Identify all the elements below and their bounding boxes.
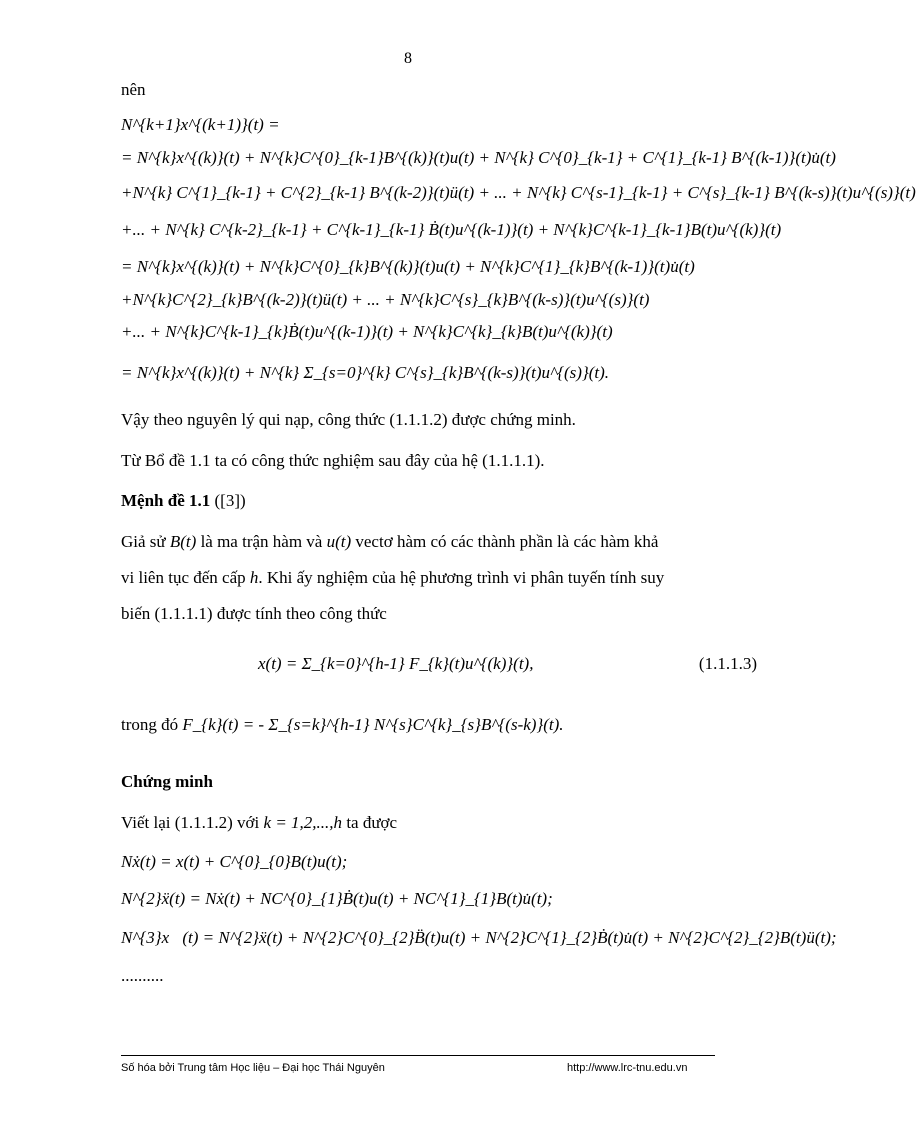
- derivation-line: +... + N^{k}C^{k-1}_{k}Ḃ(t)u^{(k-1)}(t) + N^{k}C^{k}_{k}B(t)u^{(k)}(t): [121, 322, 613, 341]
- derivation-line: +N^{k}C^{2}_{k}B^{(k-2)}(t)ü(t) + ... + N^{k}C^{s}_{k}B^{(k-s)}(t)u^{(s)}(t): [121, 290, 650, 309]
- footer-url[interactable]: http://www.lrc-tnu.edu.vn: [567, 1062, 688, 1074]
- footer-credit: Số hóa bởi Trung tâm Học liệu – Đại học Thái Nguyên: [121, 1062, 385, 1074]
- text-run: là ma trận hàm và: [200, 532, 323, 551]
- proof-equation: Nẋ(t) = x(t) + C^{0}_{0}B(t)u(t);: [121, 852, 348, 871]
- proof-equation: N^{3}x⃛(t) = N^{2}ẍ(t) + N^{2}C^{0}_{2}B̈(t)u(t) + N^{2}C^{1}_{2}Ḃ(t)u̇(t) + N^{2}C^{2}_{2}B(t)ü(t);: [121, 928, 837, 947]
- proof-intro: [121, 813, 397, 833]
- proof-title: Chứng minh: [121, 772, 213, 791]
- derivation-line: = N^{k}x^{(k)}(t) + N^{k}C^{0}_{k}B^{(k)}(t)u(t) + N^{k}C^{1}_{k}B^{(k-1)}(t)u̇(t): [121, 257, 695, 276]
- math-run: F_{k}(t) = - Σ_{s=k}^{h-1} N^{s}C^{k}_{s}B^{(s-k)}(t).: [182, 715, 564, 734]
- math-run: B(t): [169, 532, 197, 551]
- page-number: 8: [404, 50, 412, 67]
- where-line: [121, 715, 564, 735]
- derivation-line: +N^{k} C^{1}_{k-1} + C^{2}_{k-1} B^{(k-2)}(t)ü(t) + ... + N^{k} C^{s-1}_{k-1} + C^{s}_{k-1} B^{(k-s)}(t)u^{(s)}(t): [121, 183, 916, 202]
- proposition-line-1: [121, 532, 658, 552]
- proposition-line-2: [121, 568, 664, 588]
- text-run: vectơ hàm có các thành phần là các hàm khả: [355, 532, 659, 551]
- proposition-heading: [121, 491, 246, 511]
- math-run: k = 1,2,...,h: [263, 813, 343, 832]
- footer-rule: [121, 1055, 715, 1056]
- main-equation: x(t) = Σ_{k=0}^{h-1} F_{k}(t)u^{(k)}(t),: [258, 654, 534, 673]
- text-run: . Khi ấy nghiệm của hệ phương trình vi phân tuyến tính suy: [258, 568, 665, 587]
- math-run: h: [249, 568, 259, 587]
- proposition-title: Mệnh đề 1.1: [121, 491, 211, 510]
- text-run: vi liên tục đến cấp: [121, 568, 246, 587]
- ellipsis: ..........: [121, 966, 164, 985]
- text-run: Giả sử: [121, 532, 166, 551]
- derivation-line: = N^{k}x^{(k)}(t) + N^{k}C^{0}_{k-1}B^{(k)}(t)u(t) + N^{k} C^{0}_{k-1} + C^{1}_{k-1} B^{(k-1)}(t)u̇(t): [121, 148, 836, 167]
- text-run: trong đó: [121, 715, 179, 734]
- text-run: ta được: [346, 813, 398, 832]
- equation-number: (1.1.1.3): [698, 654, 757, 673]
- paragraph-lemma: Từ Bổ đề 1.1 ta có công thức nghiệm sau đây của hệ (1.1.1.1).: [121, 451, 545, 470]
- derivation-line: N^{k+1}x^{(k+1)}(t) =: [121, 115, 280, 134]
- math-run: u(t): [326, 532, 352, 551]
- paragraph-induction: Vậy theo nguyên lý qui nạp, công thức (1.1.1.2) được chứng minh.: [121, 410, 576, 429]
- proof-equation: N^{2}ẍ(t) = Nẋ(t) + NC^{0}_{1}Ḃ(t)u(t) + NC^{1}_{1}B(t)u̇(t);: [121, 889, 553, 908]
- text-run: Viết lại (1.1.1.2) với: [121, 813, 260, 832]
- proposition-ref: ([3]): [214, 491, 246, 510]
- derivation-line: +... + N^{k} C^{k-2}_{k-1} + C^{k-1}_{k-1} Ḃ(t)u^{(k-1)}(t) + N^{k}C^{k-1}_{k-1}B(t)u^{(k)}(t): [121, 220, 782, 239]
- derivation-line: = N^{k}x^{(k)}(t) + N^{k} Σ_{s=0}^{k} C^{s}_{k}B^{(k-s)}(t)u^{(s)}(t).: [121, 363, 610, 382]
- proposition-line-3: biến (1.1.1.1) được tính theo công thức: [121, 604, 387, 623]
- intro-word: nên: [121, 80, 146, 99]
